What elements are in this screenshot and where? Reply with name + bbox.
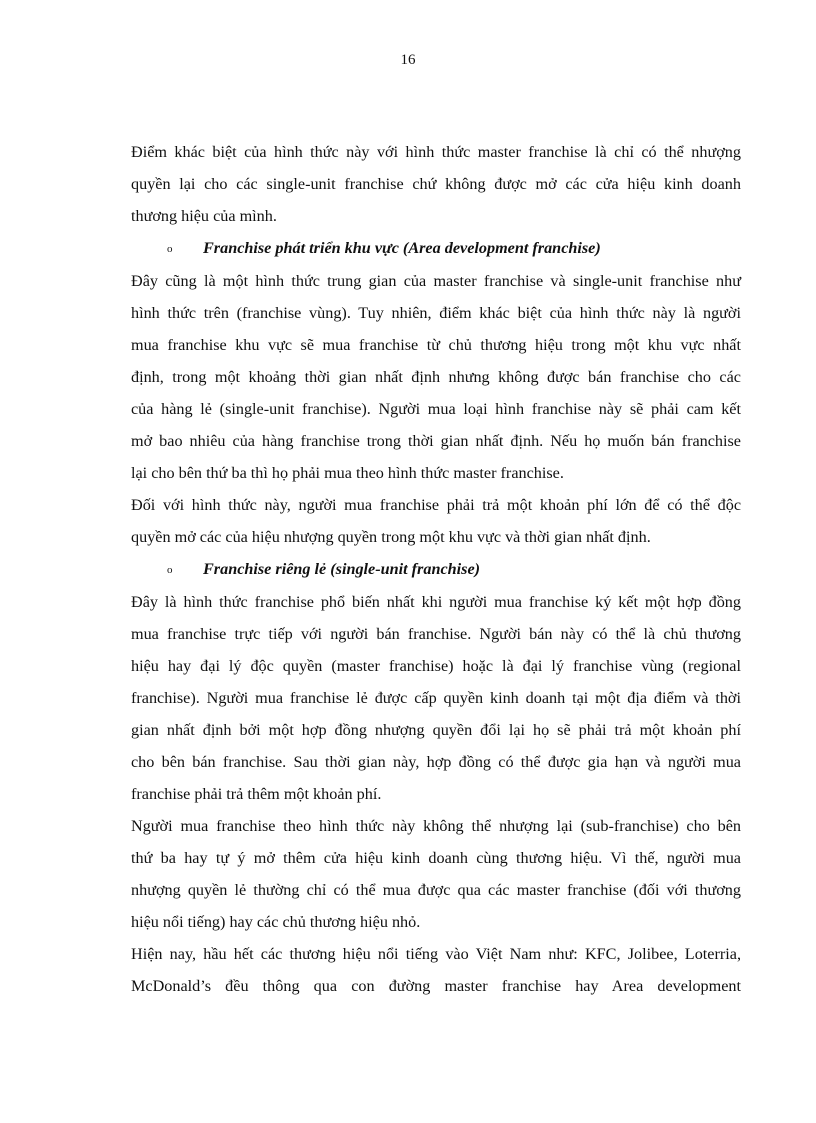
text-line: hiệu hay đại lý độc quyền (master franchise) hoặc là đại lý franchise vùng (regional xyxy=(131,657,741,675)
text-line: Đây là hình thức franchise phổ biến nhất khi người mua franchise ký kết một hợp đồng xyxy=(131,593,741,611)
section-heading-single-unit xyxy=(131,553,741,586)
section-heading-area-development xyxy=(131,232,741,265)
text-line: của hàng lẻ (single-unit franchise). Người mua loại hình franchise này sẽ phải cam kết xyxy=(131,400,741,418)
text-line: Người mua franchise theo hình thức này không thể nhượng lại (sub-franchise) cho bên xyxy=(131,817,741,835)
text-line: quyền lại cho các single-unit franchise chứ không được mở các cửa hiệu kinh doanh xyxy=(131,175,741,193)
text-line: Điểm khác biệt của hình thức này với hình thức master franchise là chỉ có thể nhượng xyxy=(131,143,741,161)
paragraph-area-development-description xyxy=(131,265,741,489)
text-line: McDonald’s đều thông qua con đường master franchise hay Area development xyxy=(131,977,741,995)
page-body xyxy=(131,136,741,1002)
paragraph-vietnam-brands xyxy=(131,938,741,1002)
text-line: franchise phải trả thêm một khoản phí. xyxy=(131,785,382,803)
text-line: mở bao nhiêu của hàng franchise trong thời gian nhất định. Nếu họ muốn bán franchise xyxy=(131,432,741,450)
text-line: mua franchise trực tiếp với người bán franchise. Người bán này có thể là chủ thương xyxy=(131,625,741,643)
text-line: mua franchise khu vực sẽ mua franchise từ chủ thương hiệu trong một khu vực nhất xyxy=(131,336,741,354)
paragraph-single-unit-description xyxy=(131,586,741,810)
paragraph-area-development-fee xyxy=(131,489,741,553)
text-line: franchise). Người mua franchise lẻ được cấp quyền kinh doanh tại một địa điểm và thời xyxy=(131,689,741,707)
text-line: gian nhất định bởi một hợp đồng nhượng quyền đổi lại họ sẽ phải trả một khoản phí xyxy=(131,721,741,739)
heading-text: Franchise phát triển khu vực (Area development franchise) xyxy=(203,239,601,257)
paragraph-master-franchise-difference xyxy=(131,136,741,232)
text-line: nhượng quyền lẻ thường chỉ có thể mua được qua các master franchise (đối với thương xyxy=(131,881,741,899)
text-line: Hiện nay, hầu hết các thương hiệu nổi tiếng vào Việt Nam như: KFC, Jolibee, Loterria, xyxy=(131,945,741,963)
paragraph-single-unit-restrictions xyxy=(131,810,741,938)
page-number: 16 xyxy=(400,52,416,68)
text-line: cho bên bán franchise. Sau thời gian này, hợp đồng có thể được gia hạn và người mua xyxy=(131,753,741,771)
bullet-icon: o xyxy=(167,564,173,576)
text-line: Đây cũng là một hình thức trung gian của master franchise và single-unit franchise như xyxy=(131,272,741,290)
bullet-icon: o xyxy=(167,243,173,255)
text-line: lại cho bên thứ ba thì họ phải mua theo hình thức master franchise. xyxy=(131,464,564,482)
heading-text: Franchise riêng lẻ (single-unit franchise) xyxy=(203,560,481,578)
text-line: quyền mở các của hiệu nhượng quyền trong một khu vực và thời gian nhất định. xyxy=(131,528,651,546)
text-line: thương hiệu của mình. xyxy=(131,207,277,225)
text-line: hiệu nổi tiếng) hay các chủ thương hiệu nhỏ. xyxy=(131,913,421,931)
text-line: định, trong một khoảng thời gian nhất định nhưng không được bán franchise cho các xyxy=(131,368,741,386)
text-line: hình thức trên (franchise vùng). Tuy nhiên, điểm khác biệt của hình thức này là người xyxy=(131,304,741,322)
text-line: thứ ba hay tự ý mở thêm cửa hiệu kinh doanh cùng thương hiệu. Vì thế, người mua xyxy=(131,849,741,867)
text-line: Đối với hình thức này, người mua franchise phải trả một khoản phí lớn để có thể độc xyxy=(131,496,741,514)
